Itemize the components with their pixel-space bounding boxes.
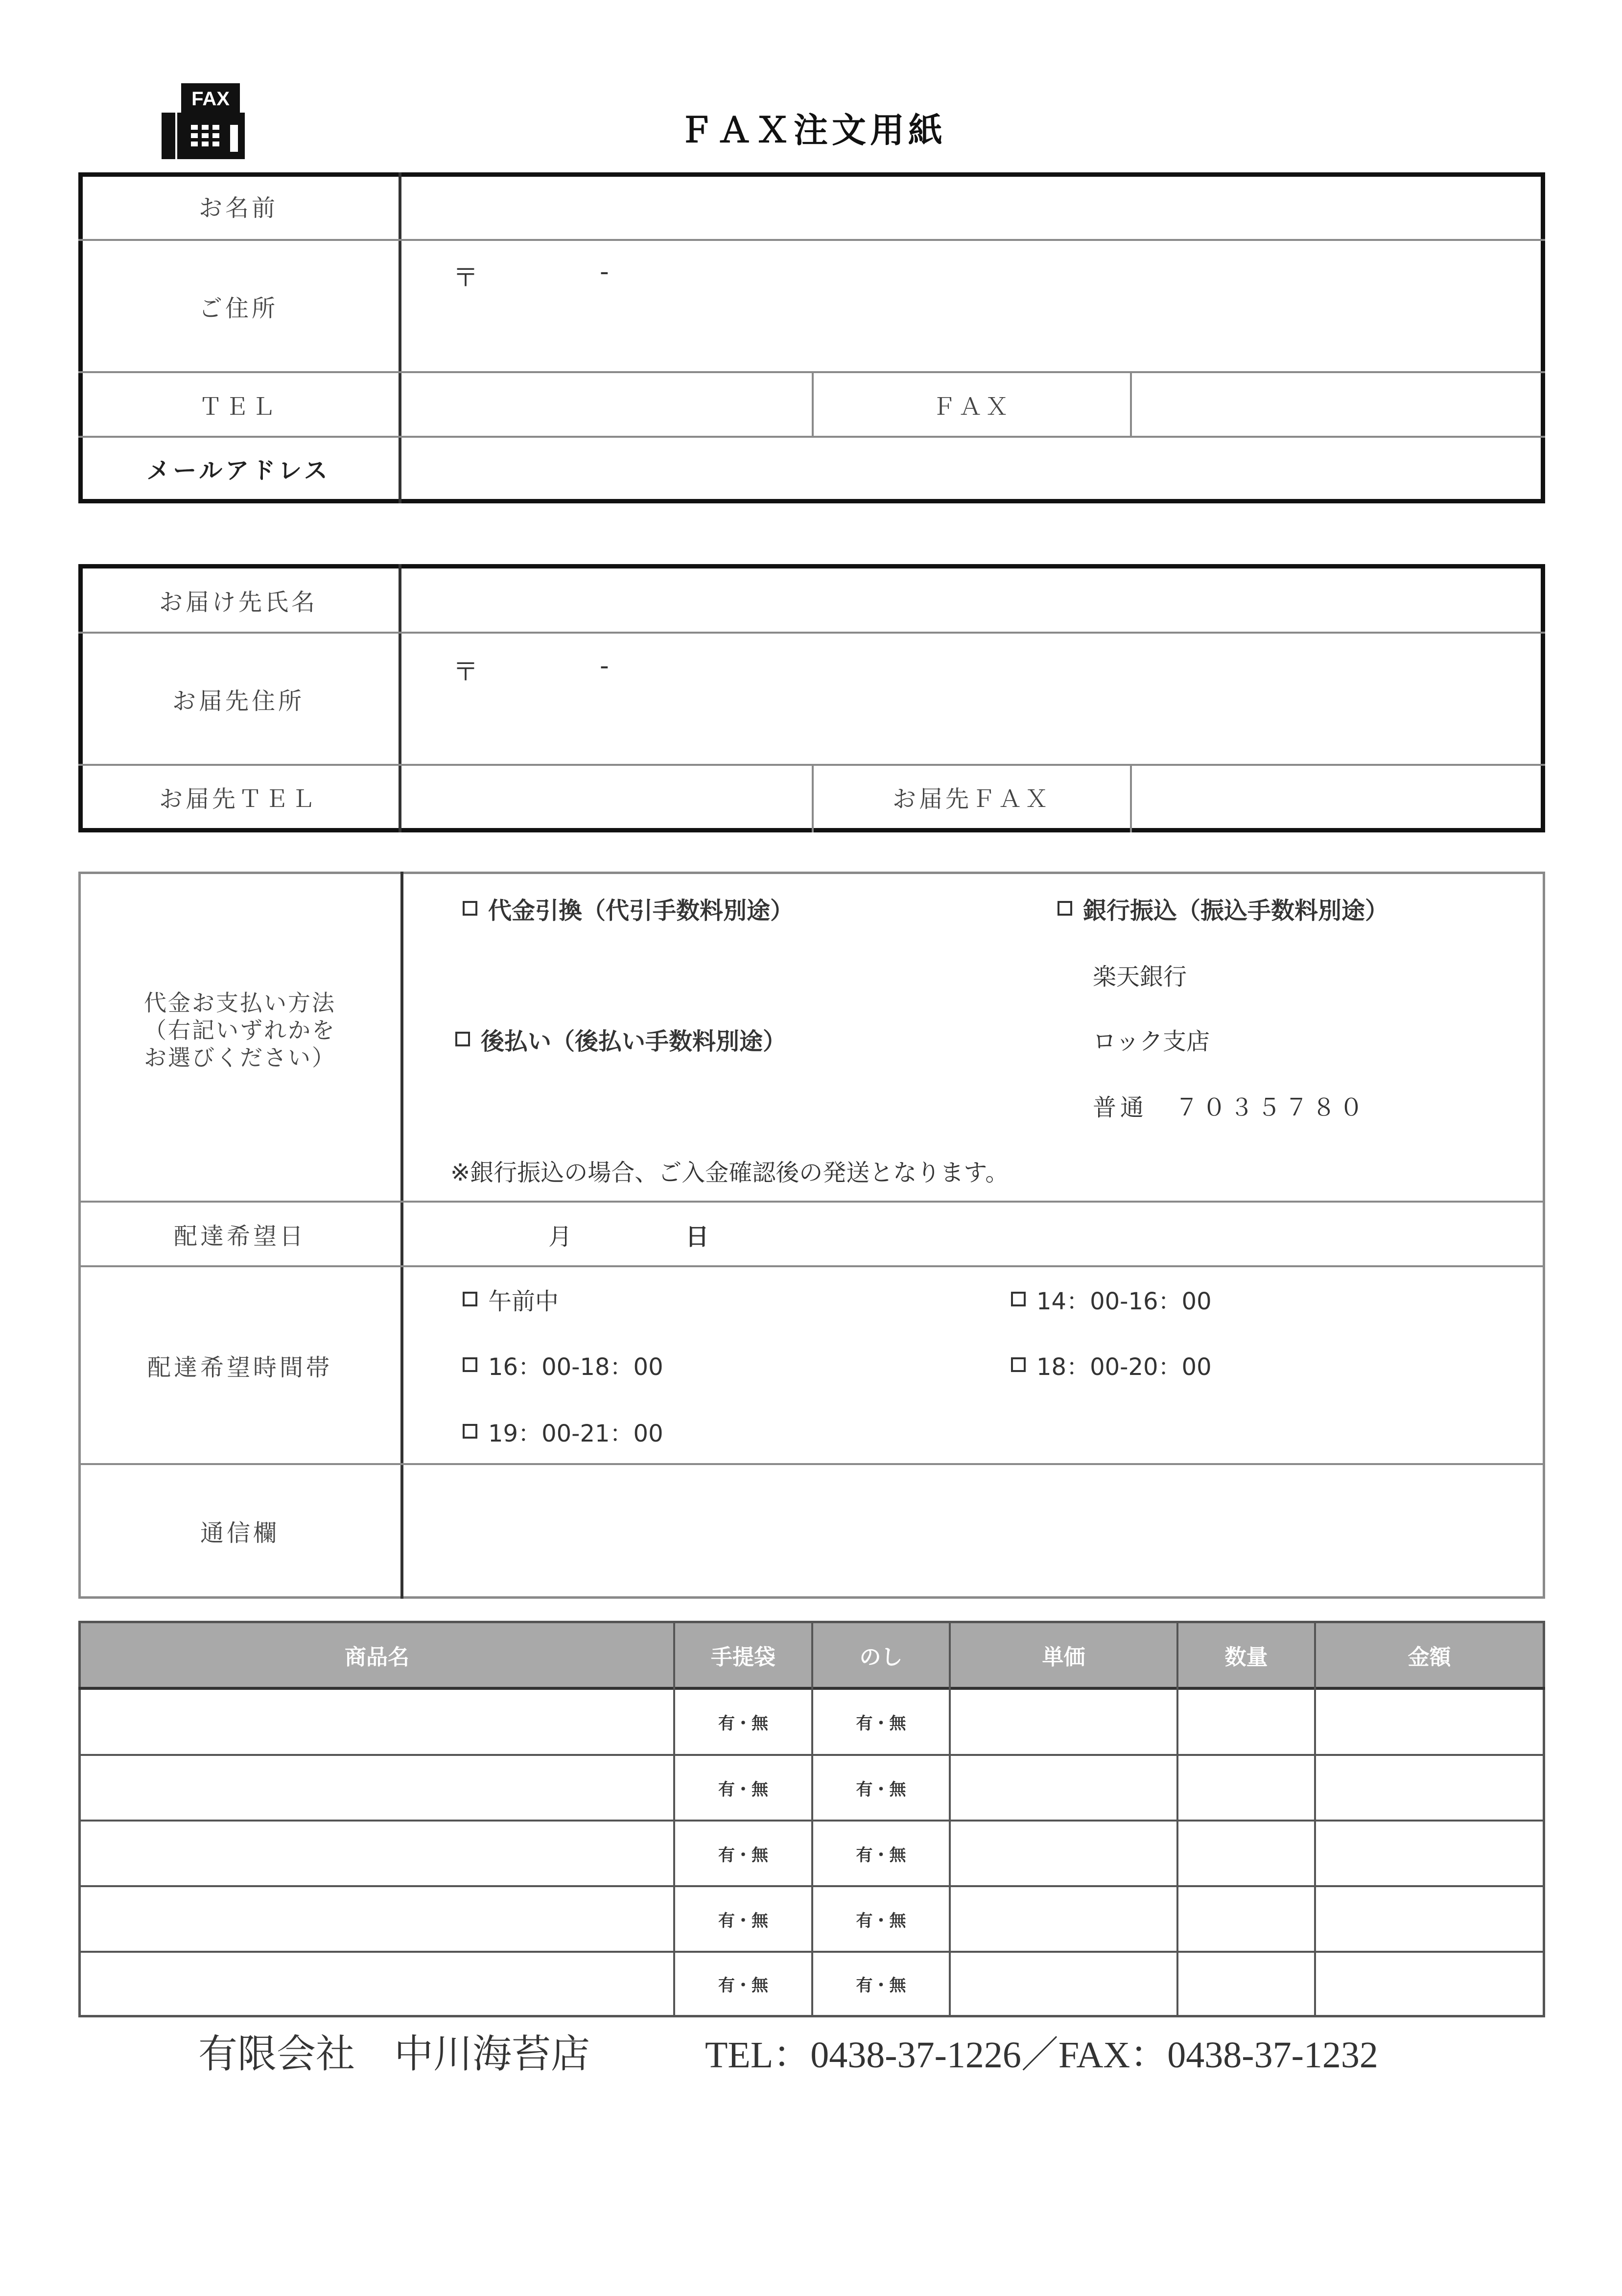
table-row[interactable] <box>81 1953 673 2015</box>
delivery-month-field[interactable] <box>406 1203 543 1265</box>
payment-option-bank-label: 銀行振込（振込手数料別途） <box>1083 897 1389 924</box>
tel-label: ＴＥＬ <box>198 393 278 421</box>
column-header-product: 商品名 <box>81 1623 673 1687</box>
column-header-unit-price: 単価 <box>951 1623 1176 1687</box>
payment-option-bank[interactable] <box>1058 891 1388 925</box>
delivery-time-label: 配達希望時間帯 <box>147 1353 332 1381</box>
time-slot-14-16-label: 14：00-16：00 <box>1036 1287 1212 1315</box>
bag-yes-no[interactable]: 有・無 <box>718 1714 768 1733</box>
checkbox-icon[interactable] <box>455 1032 470 1046</box>
fax-field[interactable] <box>1132 373 1541 436</box>
column-header-quantity: 数量 <box>1178 1623 1314 1687</box>
bag-yes-no[interactable]: 有・無 <box>718 1976 768 1995</box>
payment-option-later[interactable] <box>455 1022 786 1056</box>
payment-label <box>81 989 399 1071</box>
memo-label: 通信欄 <box>200 1519 280 1547</box>
email-label: メールアドレス <box>146 457 330 484</box>
recipient-postal-dash: - <box>600 651 609 681</box>
bank-branch: ロック支店 <box>1093 1027 1210 1055</box>
time-slot-19-21-label: 19：00-21：00 <box>488 1420 663 1447</box>
bank-name: 楽天銀行 <box>1093 963 1187 991</box>
time-slot-18-20-label: 18：00-20：00 <box>1036 1353 1212 1381</box>
table-row[interactable] <box>81 1887 673 1951</box>
recipient-tel-field[interactable] <box>401 766 812 828</box>
payment-option-later-label: 後払い（後払い手数料別途） <box>481 1027 787 1055</box>
fax-label: ＦＡＸ <box>932 393 1011 421</box>
column-header-bag: 手提袋 <box>675 1623 811 1687</box>
delivery-day-field[interactable] <box>573 1203 681 1265</box>
fax-machine-icon <box>162 83 245 159</box>
noshi-yes-no[interactable]: 有・無 <box>856 1845 906 1865</box>
address-label: ご住所 <box>198 294 278 322</box>
checkbox-icon[interactable] <box>463 901 477 916</box>
bank-account: 普通 ７０３５７８０ <box>1093 1093 1367 1121</box>
bank-transfer-note: ※銀行振込の場合、ご入金確認後の発送となります。 <box>450 1159 1009 1186</box>
email-field[interactable] <box>401 438 1541 499</box>
checkbox-icon[interactable] <box>1011 1292 1026 1306</box>
noshi-yes-no[interactable]: 有・無 <box>856 1911 906 1931</box>
payment-option-cod[interactable] <box>463 891 794 925</box>
payment-label-line3: お選びください） <box>144 1044 336 1071</box>
checkbox-icon[interactable] <box>463 1292 477 1306</box>
company-name: 有限会社 中川海苔店 <box>198 2031 590 2077</box>
recipient-name-label: お届け先氏名 <box>159 589 318 616</box>
name-field[interactable] <box>401 177 1541 239</box>
checkbox-icon[interactable] <box>1058 901 1072 916</box>
bag-yes-no[interactable]: 有・無 <box>718 1845 768 1865</box>
divider <box>400 872 403 1599</box>
recipient-address-field[interactable] <box>401 634 1541 764</box>
recipient-tel-label: お届先ＴＥＬ <box>159 785 318 813</box>
payment-label-line1: 代金お支払い方法 <box>144 990 336 1016</box>
recipient-postal-mark: 〒 <box>453 658 479 687</box>
checkbox-icon[interactable] <box>463 1424 477 1439</box>
address-field[interactable] <box>401 241 1541 371</box>
recipient-fax-label: お届先ＦＡＸ <box>892 785 1051 813</box>
postal-mark: 〒 <box>453 263 479 293</box>
delivery-date-label: 配達希望日 <box>173 1222 306 1250</box>
time-slot-18-20[interactable] <box>1011 1348 1212 1382</box>
time-slot-morning[interactable] <box>463 1282 559 1316</box>
payment-label-line2: （右記いずれかを <box>144 1017 336 1043</box>
memo-field[interactable] <box>406 1465 1542 1596</box>
time-slot-16-18[interactable] <box>463 1348 663 1382</box>
payment-option-cod-label: 代金引換（代引手数料別途） <box>488 897 794 924</box>
month-label: 月 <box>548 1223 572 1251</box>
time-slot-19-21[interactable] <box>463 1414 663 1448</box>
recipient-fax-field[interactable] <box>1132 766 1541 828</box>
day-label: 日 <box>685 1223 709 1251</box>
checkbox-icon[interactable] <box>1011 1357 1026 1372</box>
column-header-amount: 金額 <box>1316 1623 1543 1687</box>
fax-badge-text: FAX <box>191 88 230 110</box>
table-row[interactable] <box>81 1690 673 1754</box>
checkbox-icon[interactable] <box>463 1357 477 1372</box>
noshi-yes-no[interactable]: 有・無 <box>856 1779 906 1799</box>
time-slot-16-18-label: 16：00-18：00 <box>488 1353 663 1381</box>
noshi-yes-no[interactable]: 有・無 <box>856 1976 906 1995</box>
bag-yes-no[interactable]: 有・無 <box>718 1911 768 1931</box>
bag-yes-no[interactable]: 有・無 <box>718 1779 768 1799</box>
time-slot-14-16[interactable] <box>1011 1282 1212 1316</box>
name-label: お名前 <box>198 194 278 222</box>
table-row[interactable] <box>81 1822 673 1885</box>
table-row[interactable] <box>81 1756 673 1820</box>
time-slot-morning-label: 午前中 <box>488 1287 559 1315</box>
tel-field[interactable] <box>401 373 812 436</box>
postal-dash: - <box>600 257 609 286</box>
page-title: ＦＡＸ注文用紙 <box>679 110 946 150</box>
company-contact: TEL：0438-37-1226／FAX：0438-37-1232 <box>705 2035 1378 2076</box>
recipient-name-field[interactable] <box>401 568 1541 632</box>
column-header-noshi: のし <box>813 1623 949 1687</box>
noshi-yes-no[interactable]: 有・無 <box>856 1714 906 1733</box>
recipient-address-label: お届先住所 <box>172 687 305 715</box>
